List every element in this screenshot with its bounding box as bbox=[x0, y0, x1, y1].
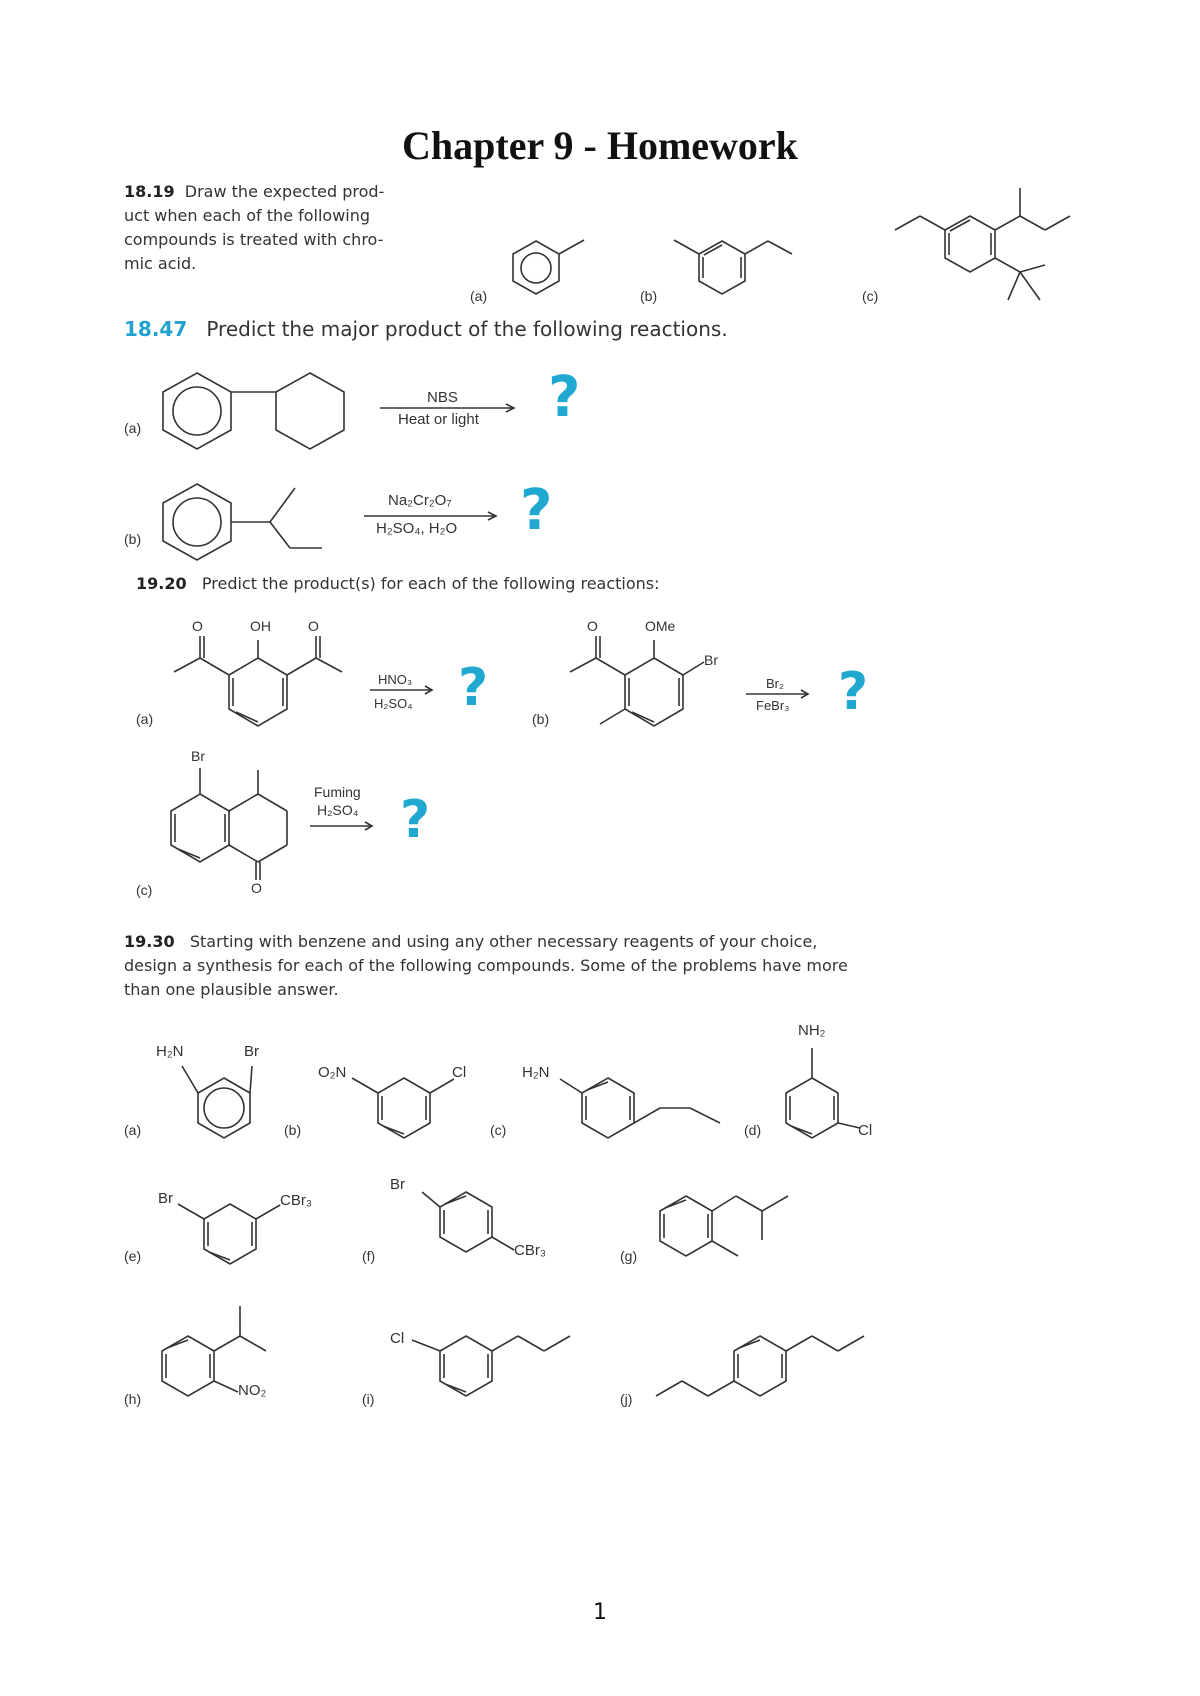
text-line: compounds is treated with chro- bbox=[124, 230, 384, 249]
text-line: Predict the product(s) for each of the following reactions: bbox=[201, 574, 660, 593]
atom-cbr3: CBr₃ bbox=[514, 1242, 546, 1259]
question-mark: ? bbox=[458, 658, 489, 718]
text-line: Predict the major product of the following reactions. bbox=[206, 317, 728, 341]
atom-cbr3: CBr₃ bbox=[280, 1192, 312, 1209]
reagent-heat-light: Heat or light bbox=[398, 411, 479, 428]
structure-3-chloroaniline bbox=[786, 1048, 860, 1138]
text-line: mic acid. bbox=[124, 254, 197, 273]
problem-number: 19.20 bbox=[136, 574, 187, 593]
reagent-dichromate: Na₂Cr₂O₇ bbox=[388, 492, 452, 509]
problem-number: 18.47 bbox=[124, 317, 188, 341]
text-line: Starting with benzene and using any other necessary reagents of your choice, bbox=[189, 932, 818, 951]
atom-o: O bbox=[251, 880, 262, 896]
label-19-30-g: (g) bbox=[620, 1248, 638, 1264]
reagent-h2so4: H₂SO₄ bbox=[374, 696, 413, 711]
atom-br: Br bbox=[244, 1043, 259, 1060]
atom-ome: OMe bbox=[645, 618, 676, 634]
structure-4-propylaniline bbox=[560, 1078, 720, 1138]
label-19-30-a: (a) bbox=[124, 1122, 142, 1138]
structure-trisubstituted-benzene bbox=[895, 188, 1070, 300]
atom-o: O bbox=[308, 618, 319, 634]
label-18-19-c: (c) bbox=[862, 288, 879, 304]
problem-number: 18.19 bbox=[124, 182, 175, 201]
structure-bromo-tetralone bbox=[171, 768, 287, 880]
label-19-30-b: (b) bbox=[284, 1122, 302, 1138]
text-line: Draw the expected prod- bbox=[184, 182, 385, 201]
question-mark: ? bbox=[400, 790, 431, 850]
atom-h2n: H₂N bbox=[522, 1064, 550, 1081]
text-line: than one plausible answer. bbox=[124, 980, 339, 999]
label-19-30-h: (h) bbox=[124, 1391, 142, 1407]
atom-nh2: NH₂ bbox=[798, 1022, 826, 1039]
atom-cl: Cl bbox=[452, 1064, 467, 1081]
structure-hydroxy-diacetylbenzene bbox=[174, 636, 342, 726]
atom-cl: Cl bbox=[858, 1122, 873, 1139]
reagent-nbs: NBS bbox=[427, 389, 458, 406]
structure-methoxy-bromo-acetylbenzene bbox=[570, 636, 704, 726]
reagent-br2: Br₂ bbox=[766, 676, 785, 691]
atom-br: Br bbox=[158, 1190, 173, 1207]
label-19-30-i: (i) bbox=[362, 1391, 375, 1407]
atom-o: O bbox=[587, 618, 598, 634]
label-18-19-a: (a) bbox=[470, 288, 488, 304]
label-19-20-c: (c) bbox=[136, 882, 153, 898]
atom-h2n: H₂N bbox=[156, 1043, 184, 1060]
question-mark: ? bbox=[838, 662, 869, 722]
reagent-h2so4: H₂SO₄ bbox=[317, 802, 359, 818]
text-line: design a synthesis for each of the following compounds. Some of the problems have more bbox=[124, 956, 848, 975]
structure-h bbox=[162, 1306, 266, 1396]
atom-oh: OH bbox=[250, 618, 271, 634]
structure-j bbox=[656, 1336, 864, 1396]
structure-ethyl-methylbenzene bbox=[674, 240, 792, 294]
label-19-30-e: (e) bbox=[124, 1248, 142, 1264]
label-19-30-c: (c) bbox=[490, 1122, 507, 1138]
label-19-20-a: (a) bbox=[136, 711, 154, 727]
structure-i bbox=[412, 1336, 570, 1396]
structure-2-bromoaniline bbox=[182, 1066, 252, 1138]
structure-g bbox=[660, 1196, 788, 1256]
question-mark: ? bbox=[548, 365, 581, 430]
label-18-47-a: (a) bbox=[124, 420, 142, 436]
structure-f bbox=[422, 1192, 514, 1252]
reagent-fuming: Fuming bbox=[314, 784, 361, 800]
label-18-47-b: (b) bbox=[124, 531, 142, 547]
atom-br: Br bbox=[704, 652, 718, 668]
label-18-19-b: (b) bbox=[640, 288, 658, 304]
atom-o2n: O₂N bbox=[318, 1064, 347, 1081]
text-line: uct when each of the following bbox=[124, 206, 371, 225]
atom-no2: NO₂ bbox=[238, 1382, 267, 1399]
page-title: Chapter 9 - Homework bbox=[402, 123, 798, 168]
question-mark: ? bbox=[520, 478, 553, 543]
label-19-20-b: (b) bbox=[532, 711, 550, 727]
reagent-acid-water: H₂SO₄, H₂O bbox=[376, 520, 458, 537]
label-19-30-d: (d) bbox=[744, 1122, 762, 1138]
page-number: 1 bbox=[593, 1600, 607, 1625]
atom-o: O bbox=[192, 618, 203, 634]
reagent-febr3: FeBr₃ bbox=[756, 698, 790, 713]
structure-toluene bbox=[513, 240, 584, 294]
structure-e bbox=[178, 1204, 280, 1264]
structure-sec-butylbenzene bbox=[163, 484, 322, 560]
atom-br: Br bbox=[191, 748, 205, 764]
structure-phenylcyclohexane bbox=[163, 373, 344, 449]
reagent-hno3: HNO₃ bbox=[378, 672, 413, 687]
atom-cl: Cl bbox=[390, 1330, 405, 1347]
label-19-30-f: (f) bbox=[362, 1248, 376, 1264]
label-19-30-j: (j) bbox=[620, 1391, 633, 1407]
structure-3-chloronitrobenzene bbox=[352, 1078, 454, 1138]
problem-number: 19.30 bbox=[124, 932, 175, 951]
atom-br: Br bbox=[390, 1176, 405, 1193]
